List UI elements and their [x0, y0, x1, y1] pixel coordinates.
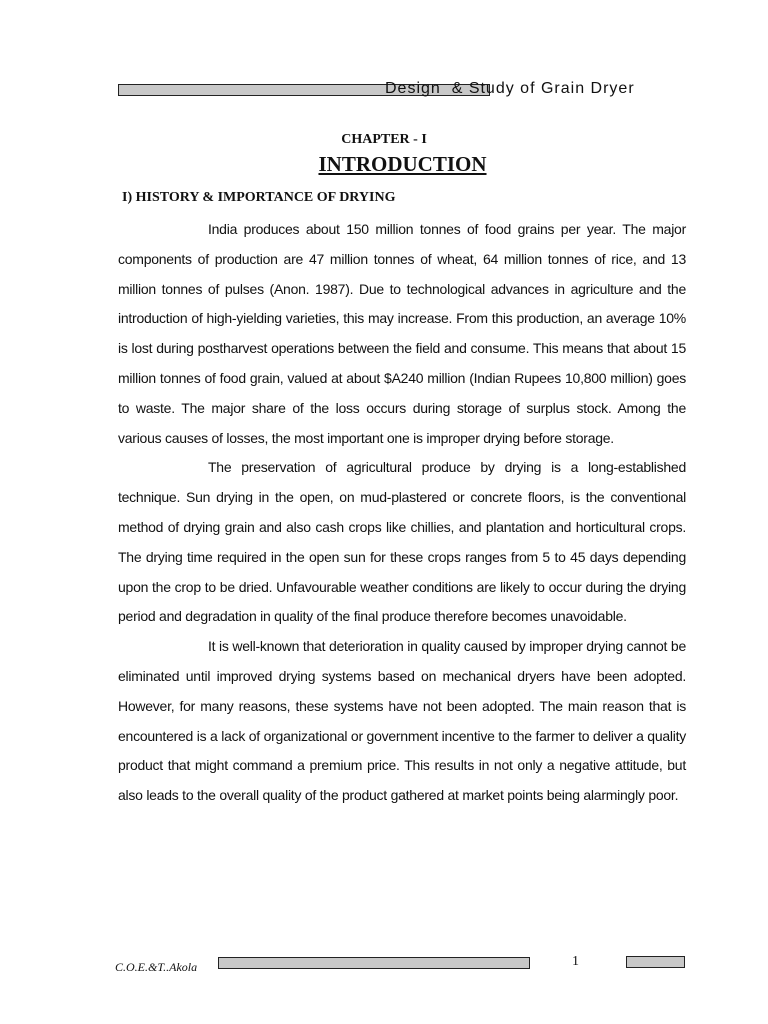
footer-rule-box — [626, 956, 685, 968]
footer-rule-bar — [218, 957, 530, 969]
paragraph-3: It is well-known that deterioration in quality caused by improper drying cannot be eliminated until improved drying systems based on mechanical dryers have been adopted. However, for many reasons, these systems have not been adopted. The main reason that is encountered is a lack of organizational or government incentive to the farmer to deliver a quality product that might command a premium price. This results in not only a negative attitude, but also leads to the overall quality of the product gathered at market points being alarmingly poor. — [118, 638, 686, 804]
footer-institution: C.O.E.&T..Akola — [115, 960, 198, 974]
chapter-label: CHAPTER - I — [341, 132, 427, 147]
section-heading: I) HISTORY & IMPORTANCE OF DRYING — [122, 190, 396, 205]
page-number: 1 — [572, 954, 579, 969]
running-header-title: Design & Study of Grain Dryer — [385, 80, 635, 97]
paragraph-2: The preservation of agricultural produce by drying is a long-established technique. Sun drying in the open, on mud-plastered or concrete floors, is the conventional method of drying grain and also cash crops like chillies, and plantation and horticultural crops. The drying time required in the open sun for these crops ranges from 5 to 45 days depending upon the crop to be dried. Unfavourable weather conditions are likely to occur during the drying period and degradation in quality of the final produce therefore becomes unavoidable. — [118, 459, 686, 625]
body-text — [118, 215, 686, 811]
page-title: INTRODUCTION — [318, 152, 487, 176]
paragraph-1: India produces about 150 million tonnes of food grains per year. The major components of production are 47 million tonnes of wheat, 64 million tonnes of rice, and 13 million tonnes of pulses (Anon. 1987). Due to technological advances in agriculture and the introduction of high-yielding varieties, this may increase. From this production, an average 10% is lost during postharvest operations between the field and consume. This means that about 15 million tonnes of food grain, valued at about $A240 million (Indian Rupees 10,800 million) goes to waste. The major share of the loss occurs during storage of surplus stock. Among the various causes of losses, the most important one is improper drying before storage. — [118, 221, 686, 446]
